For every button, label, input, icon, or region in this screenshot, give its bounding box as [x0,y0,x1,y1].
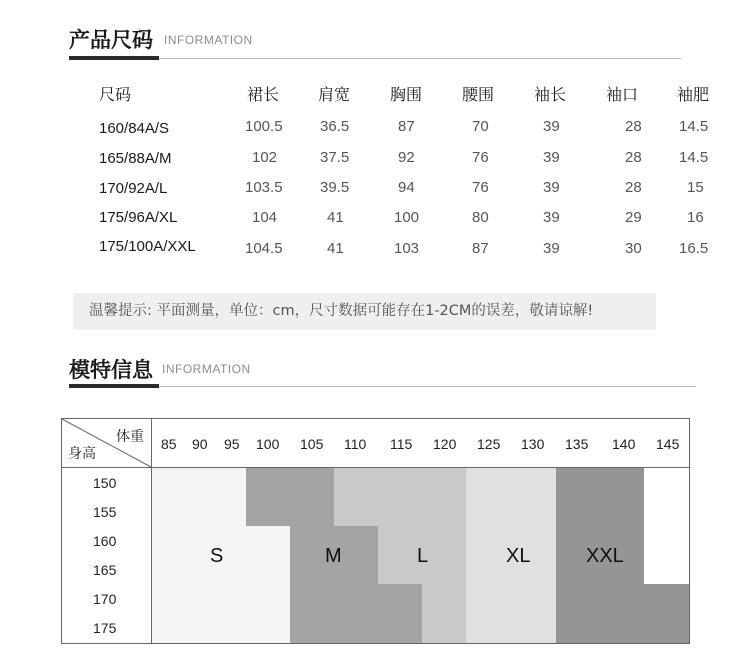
row-cell: 29 [625,209,642,226]
size-region-m [378,584,422,643]
row-size-label: 175/100A/XXL [99,238,196,255]
row-cell: 104 [252,209,278,226]
model-info-title: 模特信息 [69,358,153,382]
row-cell: 39 [543,149,560,166]
model-size-chart [61,418,690,644]
row-size-label: 175/96A/XL [99,209,178,226]
size-label-l: L [417,545,429,567]
row-cell: 39.5 [320,179,350,196]
row-cell: 76 [472,149,489,166]
weight-label: 140 [612,436,636,452]
weight-label: 100 [256,436,280,452]
height-label: 150 [93,475,117,491]
size-table [0,0,750,270]
weight-label: 105 [300,436,324,452]
height-label: 170 [93,591,117,607]
weight-label: 115 [390,436,413,452]
row-cell: 103 [394,240,420,257]
row-cell: 39 [543,118,560,135]
row-cell: 14.5 [679,149,709,166]
row-cell: 41 [327,209,344,226]
size-region-m [334,526,378,643]
height-label: 155 [93,504,117,520]
row-cell: 36.5 [320,118,350,135]
height-label: 160 [93,533,117,549]
row-cell: 15 [687,179,704,196]
row-cell: 76 [472,179,489,196]
weight-label: 85 [161,436,177,452]
size-label-xxl: XXL [586,545,624,567]
header-sleeve-length: 袖长 [534,85,567,104]
model-info-subtitle: INFORMATION [162,362,251,376]
corner-height-label: 身高 [68,446,96,462]
row-cell: 100.5 [245,118,283,135]
row-cell: 16 [687,209,704,226]
row-cell: 104.5 [245,240,283,257]
header-waist: 腰围 [462,85,495,104]
height-label: 175 [93,620,117,636]
weight-label: 120 [433,436,457,452]
size-region-l [334,468,466,526]
row-cell: 102 [252,149,278,166]
size-label-xl: XL [506,545,531,567]
product-size-title: 产品尺码 [69,28,153,52]
row-cell: 94 [398,179,415,196]
row-size-label: 165/88A/M [99,150,172,167]
height-label: 165 [93,562,117,578]
header-dress-length: 裙长 [247,85,280,104]
row-cell: 39 [543,209,560,226]
row-cell: 28 [625,149,642,166]
header-bust: 胸围 [390,85,423,104]
row-cell: 30 [625,240,642,257]
row-cell: 92 [398,149,415,166]
weight-label: 145 [656,436,680,452]
weight-label: 90 [192,436,208,452]
row-cell: 87 [398,118,415,135]
row-cell: 16.5 [679,240,709,257]
row-cell: 100 [394,209,420,226]
size-label-m: M [325,545,342,567]
header-size: 尺码 [99,85,132,104]
weight-label: 135 [565,436,589,452]
row-cell: 87 [472,240,489,257]
row-cell: 28 [625,179,642,196]
model-info-accent-bar [69,384,159,388]
measurement-note: 温馨提示: 平面测量，单位：cm，尺寸数据可能存在1-2CM的误差，敬请谅解! [73,293,656,330]
size-label-s: S [210,545,224,567]
row-cell: 28 [625,118,642,135]
row-size-label: 170/92A/L [99,180,168,197]
row-cell: 41 [327,240,344,257]
weight-label: 95 [224,436,240,452]
weight-label: 110 [344,436,367,452]
chart-header-divider [62,467,689,468]
row-size-label: 160/84A/S [99,120,170,137]
weight-label: 130 [521,436,545,452]
model-info-divider [69,386,696,387]
header-sleeve-width: 袖肥 [677,85,710,104]
row-cell: 80 [472,209,489,226]
row-cell: 39 [543,240,560,257]
product-size-subtitle: INFORMATION [164,33,253,47]
weight-label: 125 [477,436,501,452]
header-cuff: 袖口 [606,85,639,104]
row-cell: 39 [543,179,560,196]
row-cell: 70 [472,118,489,135]
row-cell: 103.5 [245,179,283,196]
corner-weight-label: 体重 [116,429,144,445]
row-cell: 14.5 [679,118,709,135]
row-cell: 37.5 [320,149,350,166]
header-shoulder: 肩宽 [318,85,351,104]
size-region-xxl [600,584,689,643]
